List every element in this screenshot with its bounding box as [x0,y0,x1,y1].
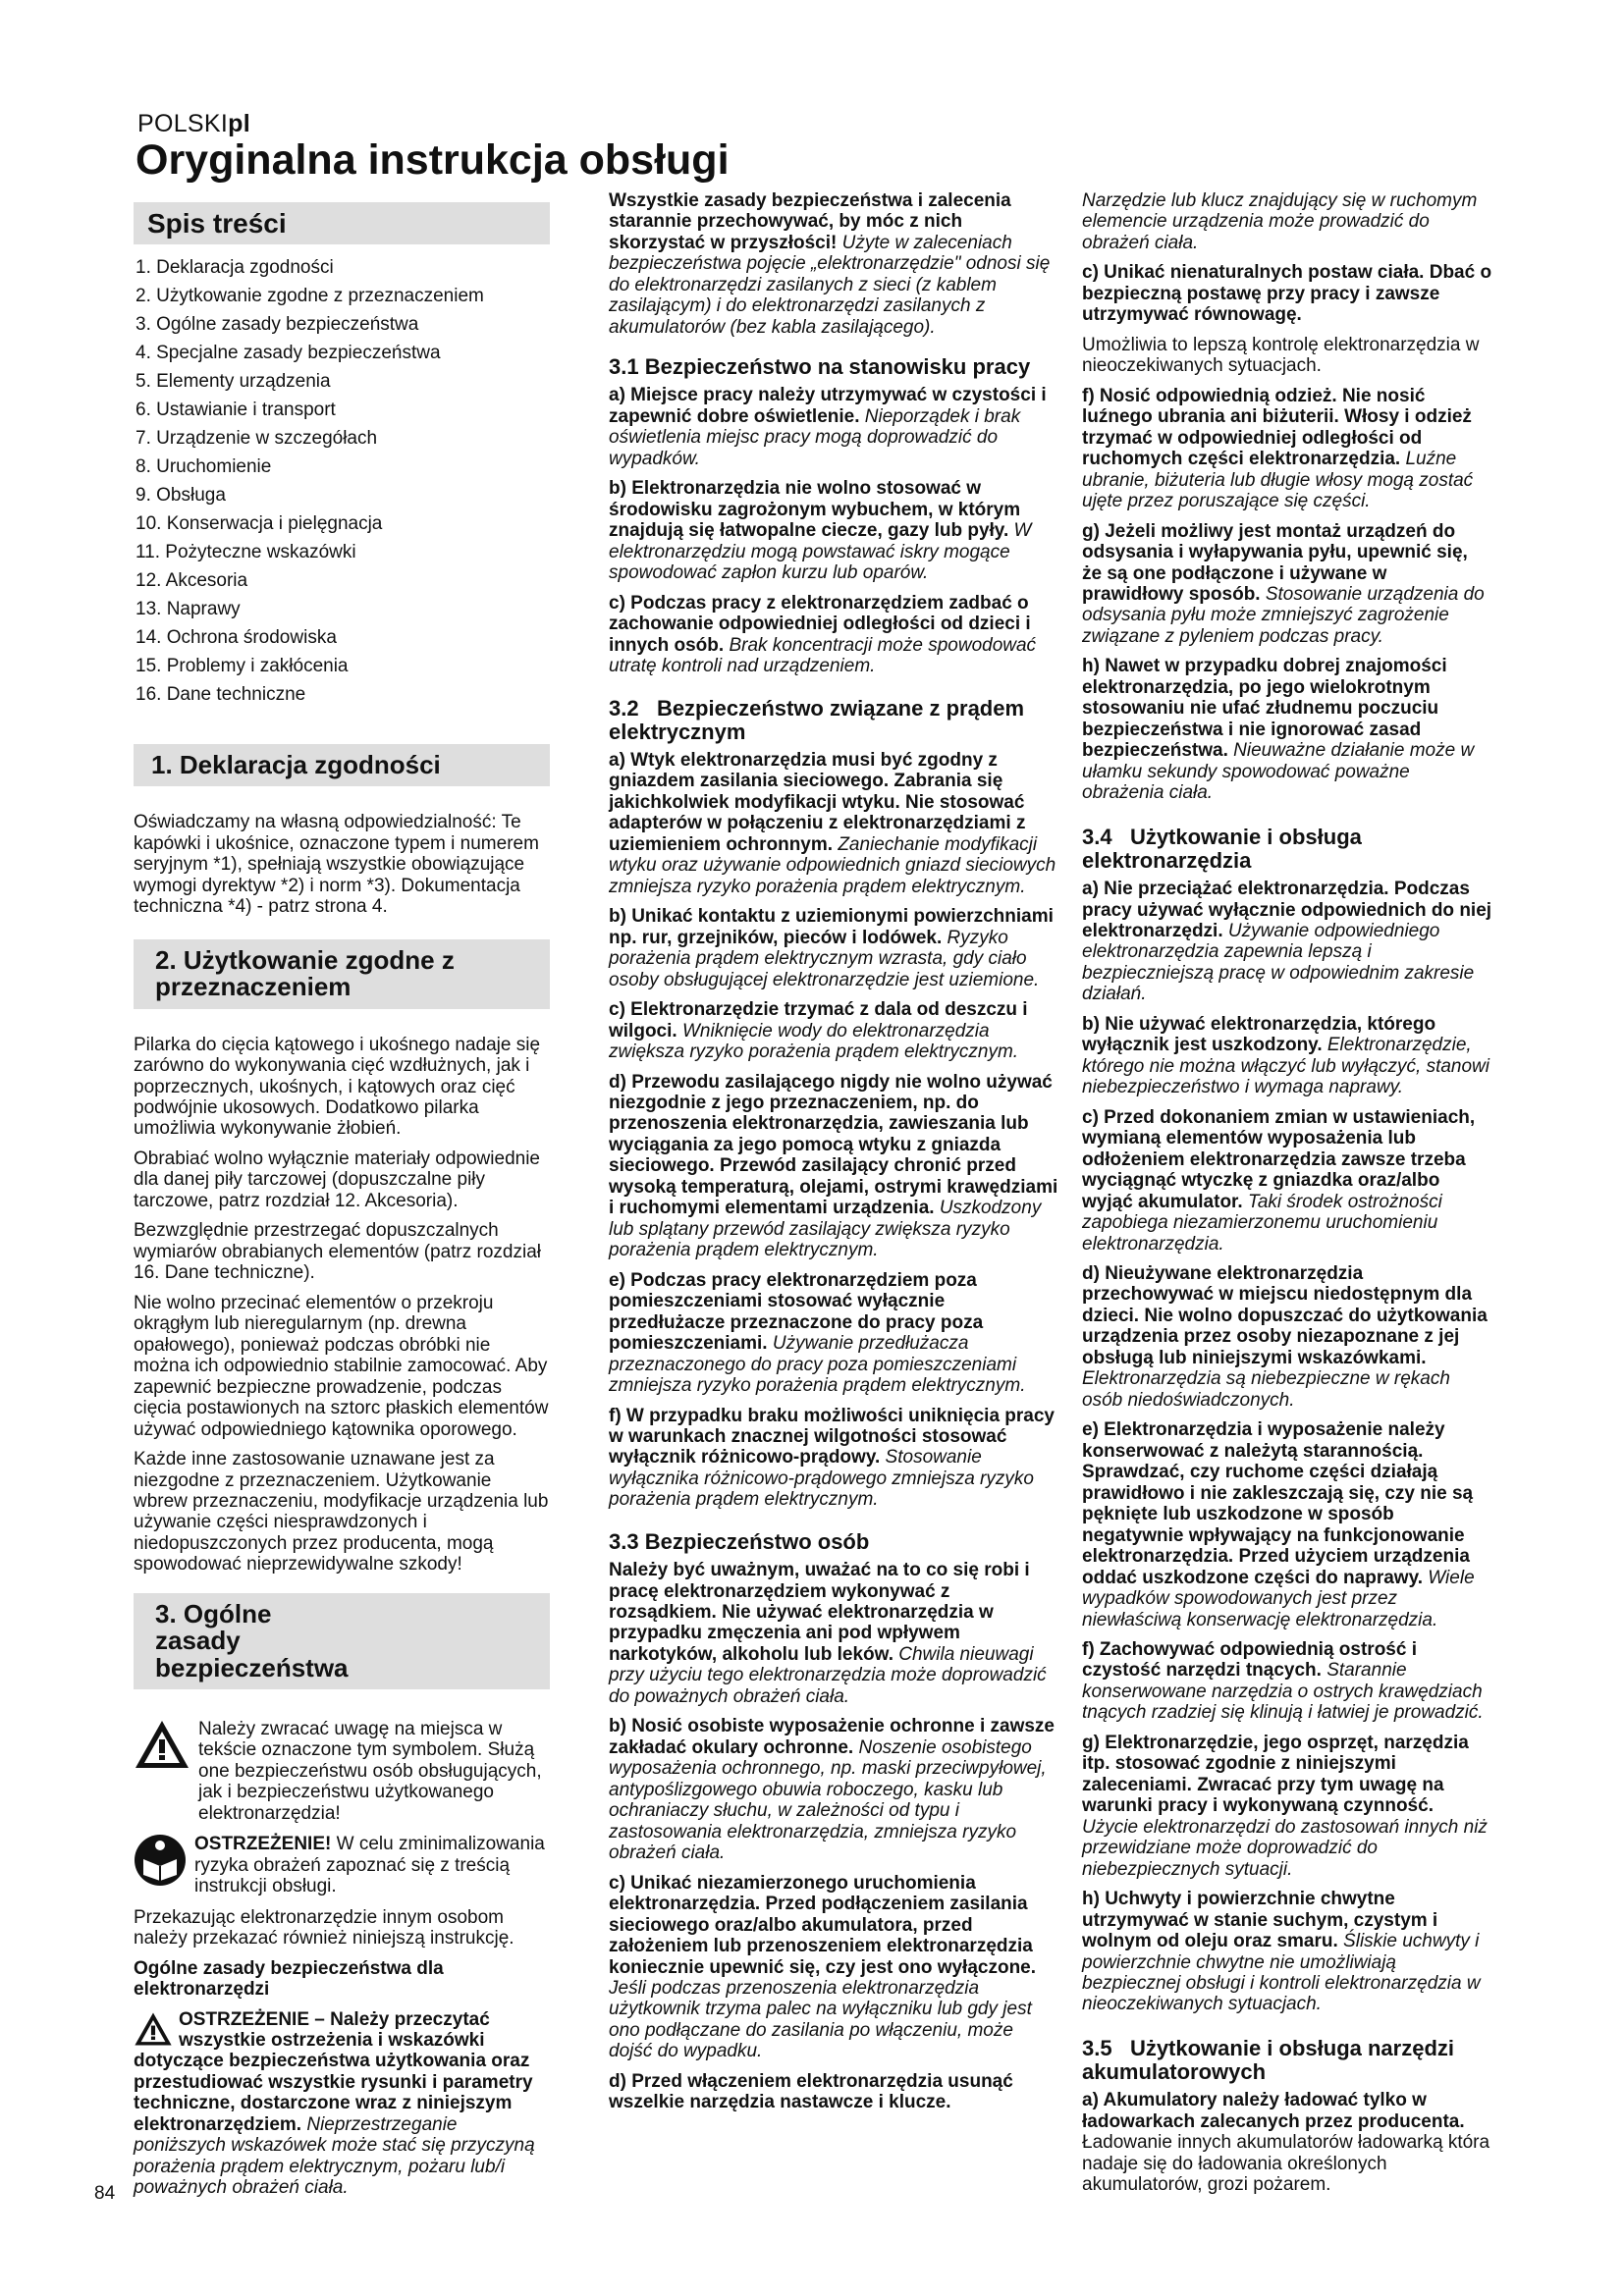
rule-bold: h) Nawet w przypadku dobrej znajomości elektronarzędzia, po jego wielokrotnym stosowaniu nie ufać złudnemu poczuciu bezpieczeństwa i nie ignorować zasad bezpieczeństwa. [1082,656,1447,762]
toc-item[interactable]: 5. Elementy urządzenia [135,371,331,392]
intro-bold: Wszystkie zasady bezpieczeństwa i zalecenia starannie przechowywać, by móc z nich skorzystać w przyszłości! [609,190,1011,253]
toc-item[interactable]: 1. Deklaracja zgodności [135,257,334,278]
rule-italic: Używanie odpowiedniego elektronarzędzia zapewnia lepszą i bezpieczniejszą pracę w odpowiednim zakresie działań. [1082,920,1475,1005]
section-2-paragraph: Pilarka do cięcia kątowego i ukośnego nadaje się zarówno do wykonywania cięć wzdłużnych, jak i poprzecznych, ukośnych, i kątowych oraz cięć podwójnie ukosowych. Dodatkowo pilarka umożliwia wykonywanie żłobień. [134,1034,541,1140]
section-2-heading: 2. Użytkowanie zgodne z przeznaczeniem [134,939,550,1009]
section-number: 3.5 [1082,2035,1112,2060]
rule-italic: Wiele wypadków spowodowanych jest przez niewłaściwą konserwację elektronarzędzia. [1082,1567,1475,1630]
rule-italic: Stosowanie wyłącznika różnicowo-prądowego zmniejsza ryzyko porażenia prądem elektrycznym. [609,1447,1034,1511]
general-safety-heading: Ogólne zasady bezpieczeństwa dla elektronarzędzi [134,1957,444,2001]
warning-text [194,1834,550,1896]
rule-bold: f) Nosić odpowiednią odzież. Nie nosić luźnego ubrania ani biżuterii. Włosy i odzież trzymać w odpowiedniej odległości od ruchomych części elektronarzędzia. [1082,385,1472,470]
section-3-2-heading [609,697,1060,744]
rule-italic: Śliskie uchwyty i powierzchnie chwytne nie umożliwiają bezpiecznej obsługi i kontroli elektronarzędzia w nieoczekiwanych sytuacjach. [1082,1931,1481,2015]
intro-text [609,190,1060,338]
section-title: Użytkowanie i obsługa elektronarzędzia [1082,824,1362,873]
handover-text: Przekazując elektronarzędzie innym osobom należy przekazać również niniejszą instrukcję. [134,1906,514,1949]
section-title: Bezpieczeństwo związane z prądem elektrycznym [609,695,1025,744]
warning-body: W celu zminimalizowania ryzyka obrażeń zapoznać się z treścią instrukcji obsługi. [194,1834,545,1897]
rule-bold: e) Elektronarzędzia i wyposażenie należy konserwować z należytą starannością. Sprawdzać, czy ruchome części działają prawidłowo i nie zakleszczają się, czy nie są pęknięte lub uszkodzone w sposób negatywnie wpływający na funkcjonowanie elektronarzędzia. Przed użyciem urządzenia oddać uszkodzone części do naprawy. [1082,1419,1474,1588]
section-3-1-heading [609,355,1060,379]
rule-italic: Użycie elektronarzędzi do zastosowań innych niż przewidziane może doprowadzić do niebezpiecznych sytuacji. [1082,1816,1488,1880]
section-2-paragraph: Nie wolno przecinać elementów o przekroju okrągłym lub nieregularnym (np. drewna opałowego), ponieważ podczas obróbki nie można ich odpowiednio stabilnie zamocować. Aby zapewnić bezpieczne prowadzenie, podczas cięcia postawionych na sztorc płaskich elementów używać odpowiedniego kątownika oporowego. [134,1292,549,1440]
rule-italic: Nieporządek i brak oświetlenia miejsc pracy mogą doprowadzić do wypadków. [609,405,1021,469]
rule-italic: Brak koncentracji może spowodować utratę kontroli nad urządzeniem. [609,634,1037,677]
rule-italic: Noszenie osobistego wyposażenia ochronnego, np. maski przeciwpyłowej, antypoślizgowego obuwia roboczego, kasku lub ochraniaczy słuchu, w zależności od typu i zastosowania elektronarzędzia, zmniejsza ryzyko obrażeń ciała. [609,1736,1047,1864]
rule-item [1082,521,1492,648]
rule-item [1082,1263,1492,1411]
rule-item [609,478,1060,583]
section-2-paragraph: Obrabiać wolno wyłącznie materiały odpowiednie dla danej piły tarczowej (dopuszczalne piły tarczowe, patrz rozdział 12. Akcesoria). [134,1148,540,1211]
rule-item [1082,1107,1492,1255]
rule-item [1082,1733,1492,1880]
rule-italic: Taki środek ostrożności zapobiega niezamierzonemu uruchomieniu elektronarzędzia. [1082,1191,1442,1255]
rule-item [1082,1639,1492,1724]
rule-item [1082,879,1492,1005]
section-title: Bezpieczeństwo na stanowisku pracy [644,354,1031,380]
section-3-4-heading [1082,826,1492,873]
toc-item[interactable]: 11. Pożyteczne wskazówki [135,542,356,562]
page-title: Oryginalna instrukcja obsługi [135,136,730,184]
warning-triangle-icon [134,2011,173,2047]
rule-bold: a) Miejsce pracy należy utrzymywać w czystości i zapewnić dobre oświetlenie. [609,385,1047,427]
general-warning-bold: OSTRZEŻENIE – Należy przeczytać wszystkie ostrzeżenia i wskazówki dotyczące bezpieczeństwa użytkowania oraz przestudiować wszystkie rysunki i parametry techniczne, dostarczone wraz z niniejszym elektronarzędziem. [134,2008,533,2135]
rule-bold: b) Nie używać elektronarzędzia, którego wyłącznik jest uszkodzony. [1082,1013,1436,1056]
toc-item[interactable]: 14. Ochrona środowiska [135,627,337,648]
rule-bold: a) Akumulatory należy ładować tylko w ładowarkach zalecanych przez producenta. [1082,2090,1465,2132]
language-name: POLSKI [137,110,229,137]
rule-bold: e) Podczas pracy elektronarzędziem poza pomieszczeniami stosować wyłącznie przedłużacze przeznaczone do pracy poza pomieszczeniami. [609,1269,984,1355]
rule-item [609,1873,1060,2062]
toc-item[interactable]: 12. Akcesoria [135,570,248,591]
rule-text: Ładowanie innych akumulatorów ładowarką która nadaje się do ładowania określonych akumulatorów, grozi pożarem. [1082,2132,1490,2196]
read-manual-icon [134,1834,187,1887]
rule-item [609,1406,1060,1511]
rule-italic: Nieuważne działanie może w ułamku sekundy spowodować poważne obrażenia ciała. [1082,740,1475,804]
toc-item[interactable]: 15. Problemy i zakłócenia [135,656,349,676]
rule-item [609,1560,1060,1707]
caution-note [134,1719,550,1824]
rule-italic: Jeśli podczas przenoszenia elektronarzędzia użytkownik trzyma palec na wyłączniku lub gdy jest ono podłączane do zasilania po włączeniu, może dojść do wypadku. [609,1977,1032,2062]
rule-italic: Zaniechanie modyfikacji wtyku oraz używanie odpowiednich gniazd sieciowych zmniejsza ryzyko porażenia prądem elektrycznym. [609,833,1056,897]
rule-item [1082,2090,1492,2195]
section-title: Użytkowanie i obsługa narzędzi akumulatorowych [1082,2035,1455,2085]
section-number: 3.2 [609,695,639,721]
warning-label: OSTRZEŻENIE! [194,1834,332,1855]
toc-item[interactable]: 8. Uruchomienie [135,456,272,477]
rule-item [1082,1014,1492,1098]
rule-item [609,385,1060,469]
rule-item [609,750,1060,897]
rule-bold: c) Elektronarzędzie trzymać z dala od deszczu i wilgoci. [609,999,1028,1041]
rule-bold: Należy być uważnym, uważać na to co się robi i pracę elektronarzędziem wykonywać z rozsądkiem. Nie używać elektronarzędzia w przypadku zmęczenia ani pod wpływem narkotyków, alkoholu lub leków. [609,1560,1030,1665]
rule-item [1082,1419,1492,1630]
section-number: 3.4 [1082,824,1112,849]
section-number: 3.1 [609,354,639,380]
toc-item[interactable]: 16. Dane techniczne [135,684,306,705]
toc-item[interactable]: 6. Ustawianie i transport [135,400,336,420]
section-1-text: Oświadczamy na własną odpowiedzialność: Te kapówki i ukośnice, oznaczone typem i numerem seryjnym *1), spełniają wszystkie obowiązujące wymogi dyrektyw *2) i norm *3). Dokumentacja techniczna *4) - patrz strona 4. [134,812,539,918]
general-warning-italic: Nieprzestrzeganie poniższych wskazówek może stać się przyczyną porażenia prądem elektrycznym, pożaru lub/i poważnych obrażeń ciała. [134,2113,535,2199]
section-number: 3.3 [609,1528,639,1554]
rule-italic: Używanie przedłużacza przeznaczonego do pracy poza pomieszczeniami zmniejsza ryzyko porażenia prądem elektrycznym. [609,1333,1026,1397]
rule-item [609,593,1060,677]
toc-item[interactable]: 9. Obsługa [135,485,226,506]
rule-bold: d) Przewodu zasilającego nigdy nie wolno używać niezgodnie z jego przeznaczeniem, np. do przenoszenia elektronarzędzia, zawieszania lub wyciągania za jego pomocą wtyku z gniazda sieciowego. Przewód zasilający chronić przed wysoką temperaturą, olejami, ostrymi krawędziami i ruchomymi elementami urządzenia. [609,1071,1058,1219]
rule-italic: Luźne ubranie, biżuteria lub długie włosy mogą zostać ujęte przez poruszające się części. [1082,449,1474,512]
rule-item [609,999,1060,1062]
rule-item [609,906,1060,990]
rule-bold: h) Uchwyty i powierzchnie chwytne utrzymywać w stanie suchym, czystym i wolnym od oleju oraz smaru. [1082,1889,1438,1952]
section-2-paragraph: Każde inne zastosowanie uznawane jest za niezgodne z przeznaczeniem. Użytkowanie wbrew przeznaczeniu, modyfikacje urządzenia lub używanie części niesprawdzonych i niedopuszczonych przez producenta, mogą spowodować nieprzewidywalne szkody! [134,1449,549,1575]
rule-italic: Stosowanie urządzenia do odsysania pyłu może zmniejszyć zagrożenie związane z pyleniem podczas pracy. [1082,583,1485,647]
toc-heading: Spis treści [134,202,550,244]
toc-item[interactable]: 4. Specjalne zasady bezpieczeństwa [135,343,441,363]
control-note: Umożliwia to lepszą kontrolę elektronarzędzia w nieoczekiwanych sytuacjach. [1082,334,1480,377]
rule-bold: c) Unikać nienaturalnych postaw ciała. Dbać o bezpieczną postawę przy pracy i zawsze utrzymywać równowagę. [1082,262,1492,326]
section-title: Bezpieczeństwo osób [644,1528,870,1554]
language-label [137,110,250,138]
rule-bold: d) Nieużywane elektronarzędzia przechowywać w miejscu niedostępnym dla dzieci. Nie wolno dopuszczać do użytkowania urządzenia przez osoby niezapoznane z jej obsługą lub niniejszymi wskazówkami. [1082,1263,1488,1368]
rule-italic: Starannie konserwowane narzędzia o ostrych krawędziach tnących rzadziej się klinują i łatwiej je prowadzić. [1082,1660,1484,1724]
rule-bold: a) Wtyk elektronarzędzia musi być zgodny z gniazdem zasilania sieciowego. Zabrania się jakichkolwiek modyfikacji wtyku. Nie stosować adapterów w połączeniu z elektronarzędziami z uziemieniem ochronnym. [609,749,1026,855]
column-2 [609,190,1060,2122]
intro-italic: Użyte w zaleceniach bezpieczeństwa pojęcie „elektronarzędzie" odnosi się do elektronarzędzi zasilanych z sieci (z kablem zasilającym) i do elektronarzędzi zasilanych z akumulatorów (bez kabla zasilającego). [609,232,1051,338]
read-manual-warning [134,1834,550,1896]
rule-bold: c) Przed dokonaniem zmian w ustawieniach, wymianą elementów wyposażenia lub odłożeniem elektronarzędzia zawsze trzeba wyciągnąć wtyczkę z gniazdka oraz/albo wyjąć akumulator. [1082,1106,1476,1212]
rule-italic: Ryzyko porażenia prądem elektrycznym wzrasta, gdy ciało osoby obsługującej elektronarzędzie jest uziemione. [609,927,1040,990]
rule-italic: Uszkodzony lub splątany przewód zasilający zwiększa ryzyko porażenia prądem elektrycznym. [609,1198,1042,1261]
continued-text: Narzędzie lub klucz znajdujący się w ruchomym elemencie urządzenia może prowadzić do obrażeń ciała. [1082,190,1478,253]
rule-italic: Chwila nieuwagi przy użyciu tego elektronarzędzia może doprowadzić do poważnych obrażeń ciała. [609,1643,1047,1707]
section-3-heading: 3. Ogólne zasady bezpieczeństwa [134,1593,550,1689]
rule-item [609,1072,1060,1261]
rule-item [609,1716,1060,1863]
language-code: pl [228,110,250,137]
rule-bold: f) Zachowywać odpowiednią ostrość i czystość narzędzi tnących. [1082,1638,1417,1682]
rule-bold: c) Unikać niezamierzonego uruchomienia elektronarzędzia. Przed podłączeniem zasilania sieciowego oraz/albo akumulatora, przed założeniem lub przenoszeniem elektronarzędzia koniecznie upewnić się, czy jest ono wyłączone. [609,1872,1037,1978]
rule-italic: Elektronarzędzie, którego nie można włączyć lub wyłączyć, stanowi niebezpieczeństwo i wymaga naprawy. [1082,1035,1490,1098]
toc-item[interactable]: 13. Naprawy [135,599,241,619]
warning-triangle-icon [134,1719,190,1770]
rule-bold: b) Nosić osobiste wyposażenie ochronne i zawsze zakładać okulary ochronne. [609,1716,1055,1758]
rule-bold: g) Elektronarzędzie, jego osprzęt, narzędzia itp. stosować zgodnie z niniejszymi zaleceniami. Zwracać przy tym uwagę na warunki pracy i wykonywaną czynność. [1082,1732,1469,1817]
rule-italic: W elektronarzędziu mogą powstawać iskry mogące spowodować zapłon kurzu lub oparów. [609,520,1032,584]
rule-item [1082,1889,1492,2015]
section-3-3-heading [609,1530,1060,1554]
toc-item[interactable]: 3. Ogólne zasady bezpieczeństwa [135,314,419,335]
rule-bold: g) Jeżeli możliwy jest montaż urządzeń do odsysania i wyłapywania pyłu, upewnić się, że są one podłączone i używane w prawidłowy sposób. [1082,520,1468,605]
rule-item [609,2071,1060,2113]
rule-bold: f) W przypadku braku możliwości uniknięcia pracy w warunkach znacznej wilgotności stosować wyłącznik różnicowo-prądowy. [609,1405,1055,1468]
toc-item[interactable]: 10. Konserwacja i pielęgnacja [135,513,383,534]
toc-item[interactable]: 2. Użytkowanie zgodne z przeznaczeniem [135,286,484,306]
toc-item[interactable]: 7. Urządzenie w szczegółach [135,428,378,449]
rule-item [609,1270,1060,1397]
page-number: 84 [94,2183,116,2204]
column-3 [1082,190,1492,2205]
section-3-5-heading [1082,2037,1492,2084]
section-2-paragraph: Bezwzględnie przestrzegać dopuszczalnych wymiarów obrabianych elementów (patrz rozdział 16. Dane techniczne). [134,1220,542,1284]
rule-italic: Wniknięcie wody do elektronarzędzia zwiększa ryzyko porażenia prądem elektrycznym. [609,1020,1019,1063]
rule-italic: Elektronarzędzia są niebezpieczne w rękach osób niedoświadczonych. [1082,1368,1450,1411]
rule-bold: a) Nie przeciążać elektronarzędzia. Podczas pracy używać wyłącznie odpowiednich do niej elektronarzędzi. [1082,879,1492,941]
rule-bold: c) Podczas pracy z elektronarzędziem zadbać o zachowanie odpowiedniej odległości od dzieci i innych osób. [609,592,1031,656]
caution-text: Należy zwracać uwagę na miejsca w tekście oznaczone tym symbolem. Służą one bezpieczeństwu osób obsługujących, jak i bezpieczeństwu użytkowanego elektronarzędzia! [198,1718,542,1824]
rule-bold: b) Elektronarzędzia nie wolno stosować w środowisku zagrożonym wybuchem, w którym znajdują się łatwopalne ciecze, gazy lub pyły. [609,478,1021,542]
rule-item [1082,262,1492,325]
section-1-heading: 1. Deklaracja zgodności [134,744,550,786]
rule-item [1082,386,1492,512]
toc-list [135,257,548,713]
rule-bold: b) Unikać kontaktu z uziemionymi powierzchniami np. rur, grzejników, pieców i lodówek. [609,906,1054,948]
rule-bold: d) Przed włączeniem elektronarzędzia usunąć wszelkie narzędzia nastawcze i klucze. [609,2070,1013,2113]
general-warning [134,2009,550,2199]
rule-item [1082,656,1492,803]
